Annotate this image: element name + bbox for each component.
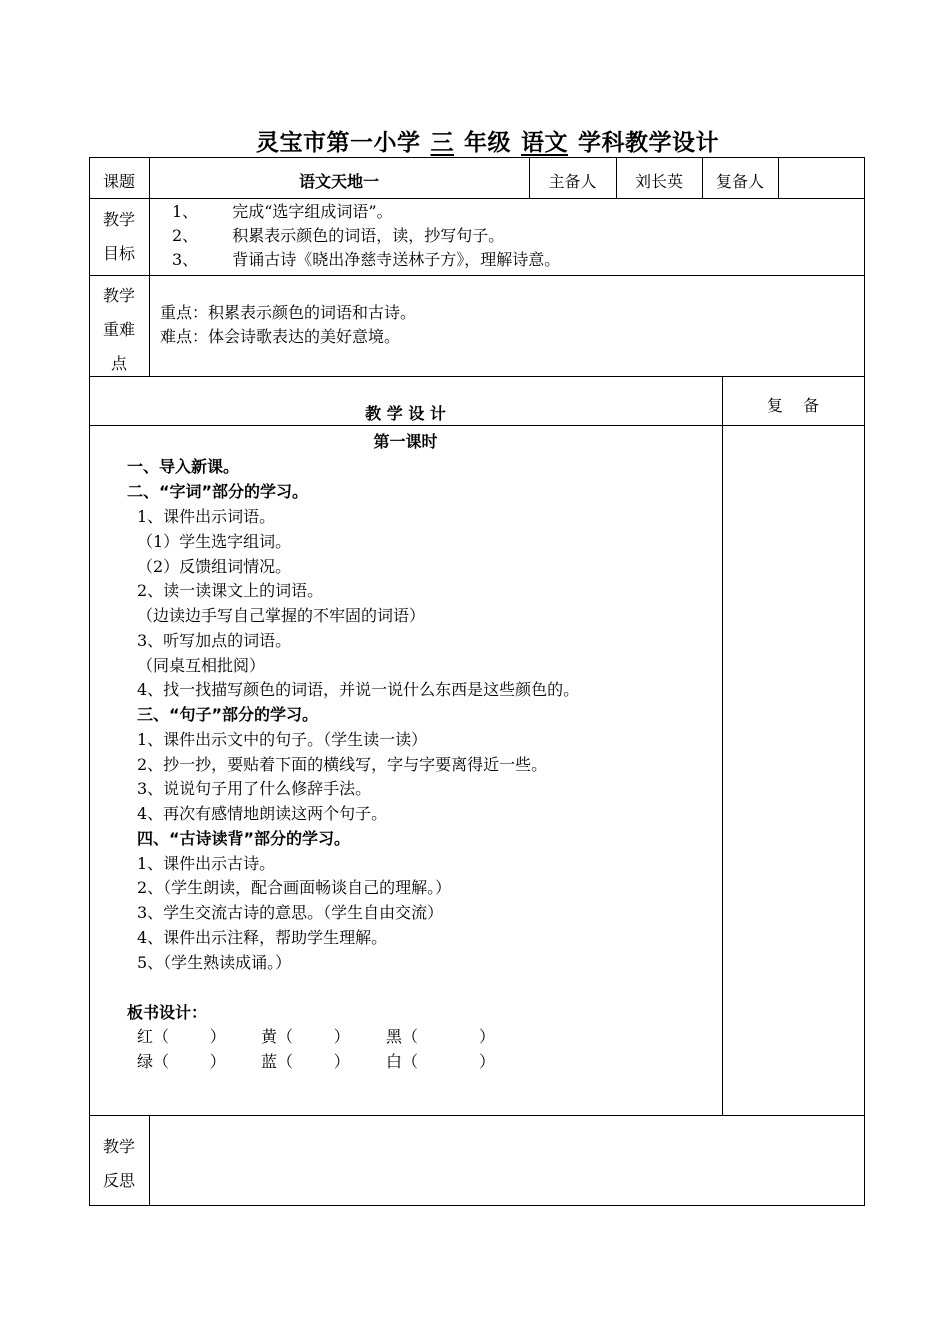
focus-text: 重点：积累表示颜色的词语和古诗。 (160, 303, 417, 322)
step-line: 3、说说句子用了什么修辞手法。 (137, 779, 372, 798)
step-line: 4、课件出示注释，帮助学生理解。 (137, 928, 388, 947)
goal-item (172, 200, 393, 224)
review-prep-label: 复备人 (715, 172, 764, 191)
row-divider (89, 275, 865, 276)
reflection-label-text: 教学反思 (102, 1137, 135, 1190)
step-line: 1、课件出示词语。 (137, 507, 276, 526)
board-cell: 蓝（ ） (261, 1052, 350, 1071)
col-divider (722, 376, 723, 1115)
review-header: 复 备 (766, 396, 820, 415)
col-divider (149, 1115, 150, 1205)
table-border-right (864, 157, 865, 1205)
board-design-title: 板书设计： (127, 1003, 208, 1022)
goal-text: 积累表示颜色的词语，读，抄写句子。 (232, 226, 505, 245)
step-line: 4、再次有感情地朗读这两个句子。 (137, 804, 388, 823)
goals-label-text: 教学目标 (102, 210, 135, 263)
key-points-label-text: 教学重难点 (102, 286, 135, 373)
step-line: 3、听写加点的词语。 (137, 631, 292, 650)
step-line: 3、学生交流古诗的意思。（学生自由交流） (137, 903, 444, 922)
goal-item (172, 248, 560, 272)
board-cell: 黄（ ） (261, 1027, 350, 1046)
board-cell: 黑（ ） (386, 1027, 496, 1046)
table-border-left (89, 157, 90, 1205)
subject: 语文 (521, 130, 568, 156)
reflection-label (91, 1130, 147, 1198)
step-line: 2、（学生朗读，配合画面畅谈自己的理解。） (137, 878, 452, 897)
row-divider (89, 1115, 865, 1116)
page-title (0, 124, 950, 157)
col-divider (778, 157, 779, 198)
step-line: （同桌互相批阅） (137, 656, 266, 675)
board-cell: 白（ ） (386, 1052, 496, 1071)
goal-text: 背诵古诗《晓出净慈寺送林子方》，理解诗意。 (232, 250, 561, 269)
step-line: （2）反馈组词情况。 (137, 557, 292, 576)
goal-item (172, 224, 504, 248)
row-divider (89, 376, 865, 377)
table-border-bottom (89, 1205, 865, 1206)
step-line: 四、“古诗读背”部分的学习。 (137, 829, 351, 848)
step-line: 1、课件出示文中的句子。（学生读一读） (137, 730, 428, 749)
lesson-title: 第一课时 (373, 432, 438, 451)
goal-text: 完成“选字组成词语”。 (232, 202, 393, 221)
difficulty-text: 难点：体会诗歌表达的美好意境。 (160, 327, 401, 346)
step-line: 二、“字词”部分的学习。 (127, 482, 309, 501)
design-header: 教 学 设 计 (365, 404, 446, 423)
title-suffix: 学科教学设计 (578, 130, 719, 156)
step-line: （边读边手写自己掌握的不牢固的词语） (137, 606, 426, 625)
school-name: 灵宝市第一小学 (256, 130, 421, 156)
row-divider (89, 425, 865, 426)
step-line: 2、抄一抄，要贴着下面的横线写，字与字要离得近一些。 (137, 755, 548, 774)
topic-value: 语文天地一 (298, 172, 379, 191)
goal-num: 1、 (172, 202, 199, 221)
table-border-top (89, 157, 865, 158)
key-points-label (91, 279, 147, 381)
board-cell: 红（ ） (137, 1027, 226, 1046)
step-line: 三、“句子”部分的学习。 (137, 705, 319, 724)
goals-label (91, 203, 147, 271)
main-prep-value: 刘长英 (634, 172, 683, 191)
row-divider (89, 198, 865, 199)
grade: 三 (430, 130, 454, 156)
goal-num: 2、 (172, 226, 199, 245)
board-cell: 绿（ ） (137, 1052, 226, 1071)
step-line: 5、（学生熟读成诵。） (137, 953, 292, 972)
step-line: 2、读一读课文上的词语。 (137, 581, 324, 600)
step-line: （1）学生选字组词。 (137, 532, 292, 551)
goal-num: 3、 (172, 250, 199, 269)
main-prep-label: 主备人 (548, 172, 597, 191)
step-line: 4、找一找描写颜色的词语，并说一说什么东西是这些颜色的。 (137, 680, 580, 699)
step-line: 一、导入新课。 (127, 457, 240, 476)
topic-label: 课题 (102, 172, 135, 191)
grade-suffix: 年级 (464, 130, 511, 156)
step-line: 1、课件出示古诗。 (137, 854, 276, 873)
